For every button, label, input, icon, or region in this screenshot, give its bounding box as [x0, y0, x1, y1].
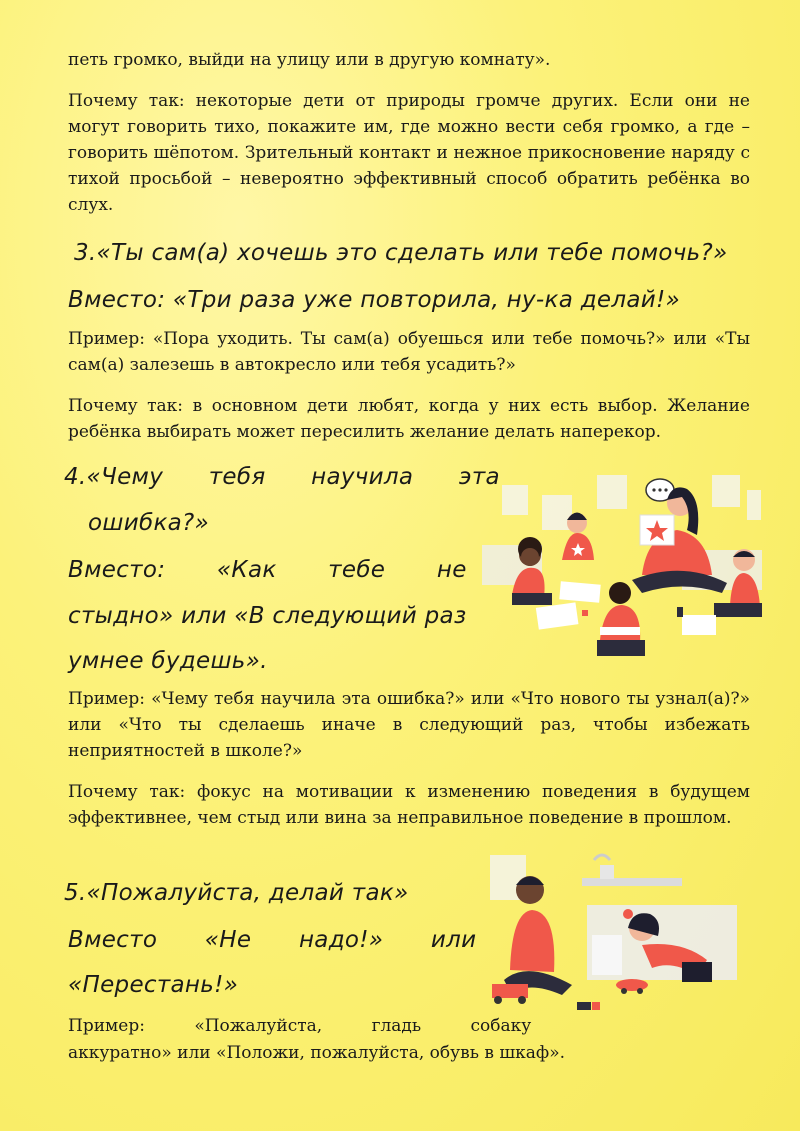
heading-3: 3.«Ты сам(а) хочешь это сделать или тебе помочь?»	[74, 240, 728, 266]
example-5-line-1: Пример: «Пожалуйста, гладь собаку	[68, 1016, 532, 1036]
heading-4-instead-line-2: стыдно» или «В следующий раз	[68, 603, 467, 629]
why-paragraph-2: Почему так: некоторые дети от природы громче других. Если они не могут говорить тихо, покажите им, где можно вести себя громко, а где – говорить шёпотом. Зрительный контакт и нежное прикосновение наряду с тихой просьбой – невероятно эффективный способ обратить ребёнка во слух.	[68, 91, 750, 215]
why-paragraph-4: Почему так: фокус на мотивации к изменению поведения в будущем эффективнее, чем стыд или вина за неправильное поведение в прошлом.	[68, 782, 750, 828]
heading-4-line-1-text: 4.«Чему тебя научила эта	[64, 464, 500, 490]
example-paragraph-4: Пример: «Чему тебя научила эта ошибка?» или «Что нового ты узнал(а)?» или «Что ты сделаешь иначе в следующий раз, чтобы избежать неприятностей в школе?»	[68, 689, 750, 761]
example-5-line-2: аккуратно» или «Положи, пожалуйста, обувь в шкаф».	[68, 1043, 566, 1063]
heading-4-line-2: ошибка?»	[88, 510, 210, 536]
why-paragraph-3: Почему так: в основном дети любят, когда у них есть выбор. Желание ребёнка выбирать может пересилить желание делать наперекор.	[68, 396, 750, 442]
example-5-line-1-wrap	[68, 1013, 532, 1039]
heading-4-instead-line-1: Вместо: «Как тебе не	[68, 557, 467, 583]
heading-3-instead: Вместо: «Три раза уже повторила, ну-ка делай!»	[68, 287, 681, 313]
heading-4-line-1	[64, 464, 500, 490]
heading-5-instead-line-1: Вместо «Не надо!» или	[68, 927, 477, 953]
example-paragraph-3: Пример: «Пора уходить. Ты сам(а) обуешься или тебе помочь?» или «Ты сам(а) залезешь в автокресло или тебя усадить?»	[68, 329, 750, 375]
kids-playing-illustration	[482, 850, 752, 1020]
heading-4-instead-line-3: умнее будешь».	[68, 648, 268, 674]
classroom-illustration	[482, 465, 762, 665]
heading-5: 5.«Пожалуйста, делай так»	[64, 880, 409, 906]
heading-5-instead-line-2: «Перестань!»	[68, 972, 239, 998]
intro-tail-text: петь громко, выйди на улицу или в другую комнату».	[68, 50, 551, 70]
